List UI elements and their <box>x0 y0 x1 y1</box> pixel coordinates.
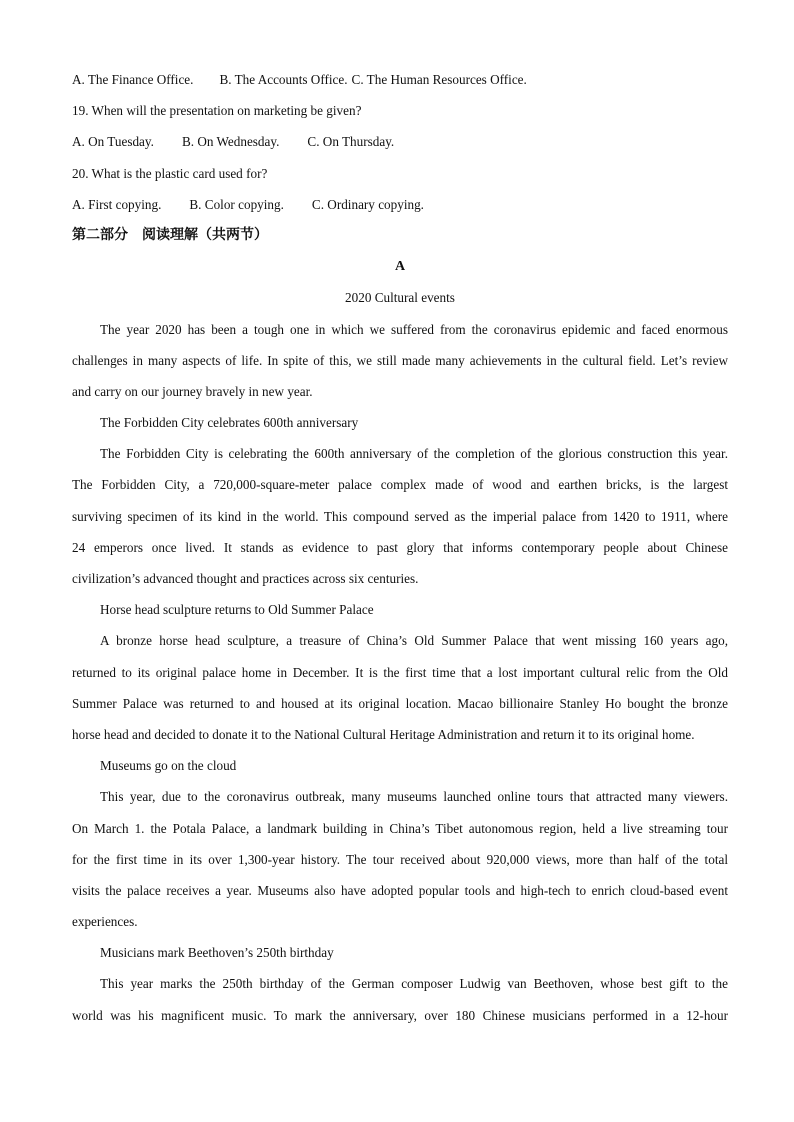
paragraph-line: returned to its original palace home in December. It is the first time that a lost important cultural relic from the Old <box>72 664 728 680</box>
q19-option-c: C. On Thursday. <box>307 134 395 150</box>
intro-paragraph <box>72 314 728 408</box>
q19-option-b: B. On Wednesday. <box>181 134 280 150</box>
q20-option-b: B. Color copying. <box>189 196 284 212</box>
q19-options <box>72 126 728 157</box>
paragraph-line: surviving specimen of its kind in the world. This compound served as the imperial palace from 1420 to 1911, where <box>72 508 728 524</box>
q18-option-c: C. The Human Resources Office. <box>351 72 527 87</box>
paragraph-line: This year marks the 250th birthday of the German composer Ludwig van Beethoven, whose best gift to the <box>100 976 728 992</box>
paragraph-line: horse head and decided to donate it to the National Cultural Heritage Administration and return it to its original home. <box>72 726 695 742</box>
section-subtitle: Musicians mark Beethoven’s 250th birthday <box>100 945 334 961</box>
q18-option-b: B. The Accounts Office. <box>219 72 348 87</box>
paragraph-line: civilization’s advanced thought and practices across six centuries. <box>72 571 419 586</box>
paragraph-line: On March 1. the Potala Palace, a landmark building in China’s Tibet autonomous region, held a live streaming tour <box>72 820 728 836</box>
section-paragraph <box>72 438 728 594</box>
part-heading: 第二部分 阅读理解（共两节） <box>72 226 268 243</box>
intro-line: and carry on our journey bravely in new year. <box>72 383 313 399</box>
paragraph-line: A bronze horse head sculpture, a treasure of China’s Old Summer Palace that went missing 160 years ago, <box>100 633 728 649</box>
section-letter: A <box>394 259 406 275</box>
section-paragraph <box>72 625 728 750</box>
paragraph-line: The Forbidden City is celebrating the 600th anniversary of the completion of the glorious construction this year. <box>100 446 728 462</box>
section-paragraph <box>72 968 728 1030</box>
q20-option-a: A. First copying. <box>72 196 162 212</box>
q20-options <box>72 189 728 220</box>
section-subtitle: Horse head sculpture returns to Old Summer Palace <box>100 602 374 618</box>
q19-option-a: A. On Tuesday. <box>72 134 154 150</box>
section-subtitle: The Forbidden City celebrates 600th anniversary <box>100 415 359 431</box>
q20-question: 20. What is the plastic card used for? <box>72 165 268 181</box>
section-subtitle: Museums go on the cloud <box>100 758 237 774</box>
paragraph-line: This year, due to the coronavirus outbreak, many museums launched online tours that attracted many viewers. <box>100 789 728 805</box>
paragraph-line: for the first time in its over 1,300-year history. The tour received about 920,000 views, more than half of the total <box>72 851 728 867</box>
paragraph-line: visits the palace receives a year. Museums also have adopted popular tools and high-tech to enrich cloud-based event <box>72 882 728 898</box>
q20-option-c: C. Ordinary copying. <box>311 196 424 212</box>
q18-options <box>72 64 728 95</box>
passage-title: 2020 Cultural events <box>345 290 455 306</box>
intro-line: challenges in many aspects of life. In spite of this, we still made many achievements in the cultural field. Let’s review <box>72 352 728 368</box>
paragraph-line: experiences. <box>72 914 138 930</box>
section-paragraph <box>72 781 728 937</box>
q18-option-a: A. The Finance Office. <box>72 72 194 87</box>
paragraph-line: The Forbidden City, a 720,000-square-meter palace complex made of wood and earthen bricks, is the largest <box>72 477 728 493</box>
intro-line: The year 2020 has been a tough one in which we suffered from the coronavirus epidemic and faced enormous <box>100 321 728 337</box>
q19-question: 19. When will the presentation on marketing be given? <box>72 103 362 119</box>
paragraph-line: 24 emperors once lived. It stands as evidence to past glory that informs contemporary people about Chinese <box>72 539 728 555</box>
paragraph-line: world was his magnificent music. To mark the anniversary, over 180 Chinese musicians performed in a 12-hour <box>72 1007 728 1023</box>
document-page <box>72 64 728 1031</box>
paragraph-line: Summer Palace was returned to and housed at its original location. Macao billionaire Stanley Ho bought the bronze <box>72 695 728 711</box>
